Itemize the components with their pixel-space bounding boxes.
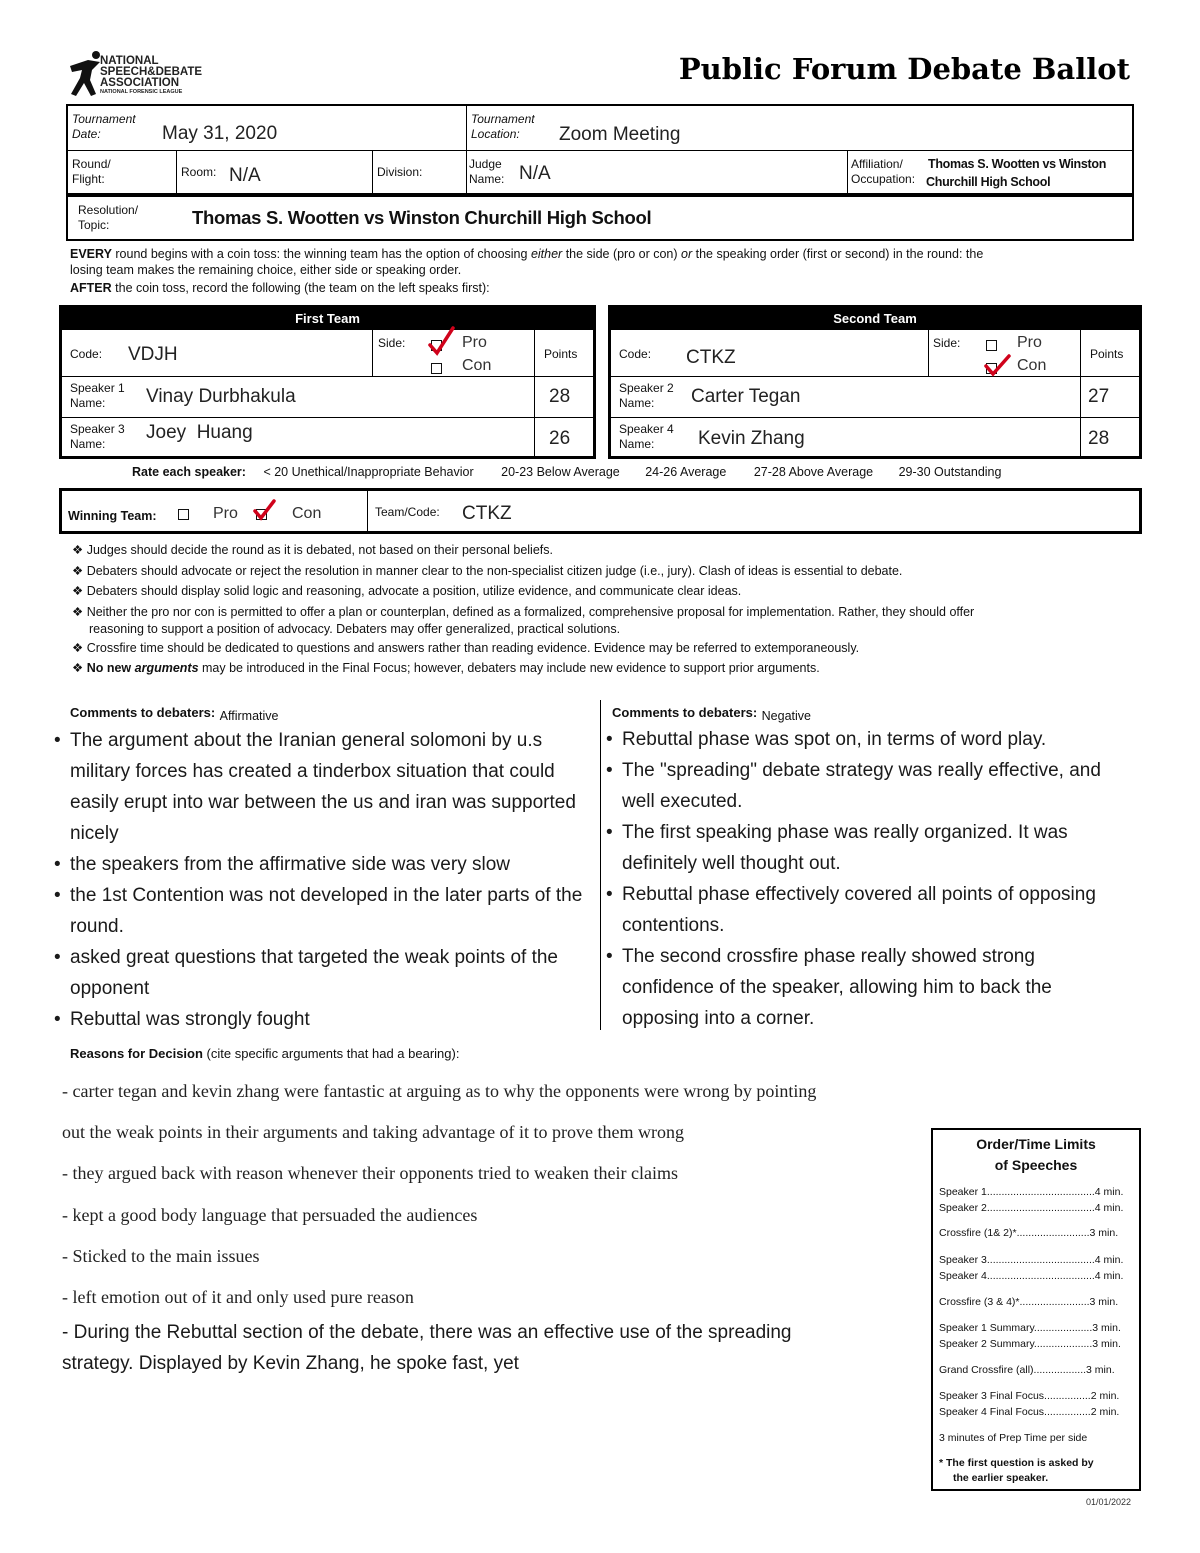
speaker-1-label: Speaker 1 — [70, 381, 125, 395]
time-row: Crossfire (3 & 4)*........................3 min. — [939, 1296, 1119, 1308]
nsda-logo — [66, 50, 216, 102]
speaker-2-label: Speaker 2 — [619, 381, 674, 395]
speaker-1-name[interactable]: Vinay Durbhakula — [146, 386, 296, 407]
first-team-side-label: Side: — [378, 336, 406, 350]
reason-line: - kept a good body language that persuaded the audiences — [62, 1205, 478, 1225]
reasons-text — [62, 1081, 932, 1320]
judge-cell — [467, 151, 848, 193]
reason-line: - carter tegan and kevin zhang were fantastic at arguing as to why the opponents were wrong by pointing — [62, 1081, 817, 1101]
rating-label: Rate each speaker: — [132, 465, 246, 479]
rating-scale-1: < 20 Unethical/Inappropriate Behavior — [263, 465, 474, 479]
rating-scale-4: 27-28 Above Average — [753, 465, 874, 479]
winner-con-label: Con — [292, 505, 322, 522]
speaker-3-points-cell — [535, 418, 593, 456]
speaker-1-name-label: Name: — [70, 396, 106, 410]
reasons-label: Reasons for Decision — [70, 1046, 203, 1061]
first-team-speaker-b-cell — [62, 418, 535, 456]
first-team-code[interactable]: VDJH — [128, 344, 178, 365]
speaker-3-points[interactable]: 26 — [549, 428, 571, 449]
team-code-label: Team/Code: — [375, 505, 440, 519]
speaker-2-points[interactable]: 27 — [1088, 386, 1110, 407]
first-team-points-label: Points — [544, 347, 578, 361]
first-team-side-cell — [373, 330, 535, 377]
logo-line-1: NATIONAL — [100, 55, 159, 67]
second-team-table — [608, 305, 1142, 459]
rating-scale — [132, 465, 1001, 479]
diamond-bullet-icon: ❖ — [72, 604, 87, 619]
judging-rules — [72, 540, 1140, 679]
time-note-2: the earlier speaker. — [953, 1472, 1049, 1484]
rating-scale-2: 20-23 Below Average — [501, 465, 620, 479]
runner-logo-icon — [66, 50, 102, 100]
judge-label: Judge — [469, 157, 502, 171]
resolution-label-2: Topic: — [78, 218, 110, 232]
speaker-4-label: Speaker 4 — [619, 422, 674, 436]
division-label: Division: — [377, 165, 423, 179]
second-team-pro-label: Pro — [1017, 334, 1042, 351]
comments-left-label: Comments to debaters: — [70, 705, 216, 720]
speaker-4-points-cell — [1081, 418, 1139, 456]
instr-text-2: the side (pro or con) — [562, 247, 682, 261]
winning-team-box — [59, 488, 1142, 534]
second-team-con-label: Con — [1017, 357, 1047, 374]
resolution-label: Resolution/ — [78, 203, 139, 217]
room-cell — [177, 151, 373, 193]
comments-right-side: Negative — [761, 709, 811, 723]
reasons-final — [62, 1317, 792, 1379]
comments-negative-list — [608, 724, 1128, 1034]
instr-line-2: losing team makes the remaining choice, either side or speaking order. — [70, 263, 462, 277]
rule-4: ❖ Neither the pro nor con is permitted to offer a plan or counterplan, defined as a formalized, comprehensive proposal for implementation. Rather, they should offer — [72, 604, 975, 619]
time-row: 3 minutes of Prep Time per side — [939, 1432, 1088, 1444]
time-row: Speaker 2.....................................4 min. — [939, 1202, 1124, 1214]
date-label: Tournament — [72, 112, 136, 126]
speaker-3-label: Speaker 3 — [70, 422, 125, 436]
speaker-3-name[interactable]: Joey Huang — [146, 422, 253, 443]
first-team-speaker-a-cell — [62, 377, 535, 418]
instr-line-3: the coin toss, record the following (the team on the left speaks first): — [111, 281, 490, 295]
comments-left-side: Affirmative — [219, 709, 279, 723]
logo-line-2: SPEECH&DEBATE — [100, 66, 203, 78]
room-value[interactable]: N/A — [229, 165, 261, 186]
reason-line: - left emotion out of it and only used pure reason — [62, 1287, 414, 1307]
rating-scale-5: 29-30 Outstanding — [898, 465, 1002, 479]
first-team-table — [59, 305, 596, 459]
speaker-2-name-label: Name: — [619, 396, 655, 410]
rule-5: ❖ Crossfire time should be dedicated to questions and answers rather than reading evidence. Evidence may be referred to extemporaneously. — [72, 640, 860, 655]
tournament-date[interactable]: May 31, 2020 — [162, 123, 278, 144]
list-item: • Rebuttal phase was spot on, in terms of word play. — [608, 724, 1128, 755]
first-team-pro-label: Pro — [462, 334, 487, 351]
list-item: • The argument about the Iranian general solomoni by u.s military forces has created a tinderbox situation that could easily erupt into war between the us and iran was supported nicely — [56, 725, 604, 849]
judge-name[interactable]: N/A — [519, 163, 551, 184]
second-team-points-header — [1081, 330, 1139, 377]
list-item: • Rebuttal was strongly fought — [56, 1004, 604, 1035]
speaker-2-name[interactable]: Carter Tegan — [691, 386, 801, 407]
location-cell — [467, 106, 1132, 151]
second-team-code-cell — [611, 330, 929, 377]
resolution-topic[interactable]: Thomas S. Wootten vs Winston Churchill High School — [192, 207, 652, 228]
tournament-location[interactable]: Zoom Meeting — [559, 124, 681, 145]
tournament-info-box — [66, 104, 1134, 195]
time-limits-title: Order/Time Limits — [976, 1136, 1096, 1152]
affiliation-value[interactable]: Thomas S. Wootten vs Winston — [928, 157, 1107, 171]
first-team-pro-check-icon — [427, 326, 457, 360]
reason-final-line: - During the Rebuttal section of the debate, there was an effective use of the spreading — [62, 1322, 792, 1343]
location-label: Tournament — [471, 112, 535, 126]
list-item: • The first speaking phase was really organized. It was definitely well thought out. — [608, 817, 1128, 879]
second-team-side-cell — [929, 330, 1081, 377]
round-cell — [68, 151, 177, 193]
instr-or: or — [681, 247, 693, 261]
comments-divider — [600, 700, 601, 1030]
time-row: Speaker 4 Final Focus................2 min. — [939, 1406, 1120, 1418]
instr-either: either — [530, 247, 563, 261]
first-team-con-label: Con — [462, 357, 492, 374]
time-row: Grand Crossfire (all)..................3 min. — [939, 1364, 1115, 1376]
time-limits-box — [931, 1128, 1141, 1491]
occupation-value[interactable]: Churchill High School — [926, 175, 1051, 189]
list-item: • The "spreading" debate strategy was really effective, and well executed. — [608, 755, 1128, 817]
time-row: Speaker 1 Summary....................3 min. — [939, 1322, 1121, 1334]
speaker-1-points[interactable]: 28 — [549, 386, 571, 407]
time-row: Speaker 3.....................................4 min. — [939, 1254, 1124, 1266]
revision-date: 01/01/2022 — [1086, 1497, 1132, 1507]
time-row: Speaker 4.....................................4 min. — [939, 1270, 1124, 1282]
first-team-con-checkbox[interactable] — [431, 363, 442, 374]
reasons-header — [70, 1046, 459, 1061]
second-team-pro-checkbox[interactable] — [986, 340, 997, 351]
speaker-4-name[interactable]: Kevin Zhang — [698, 428, 805, 449]
instr-every: EVERY — [70, 247, 112, 261]
coin-toss-instructions — [70, 246, 1136, 296]
date-label-2: Date: — [72, 127, 101, 141]
reason-final-line: strategy. Displayed by Kevin Zhang, he spoke fast, yet — [62, 1353, 519, 1374]
list-item: • asked great questions that targeted the weak points of the opponent — [56, 942, 604, 1004]
first-team-header: First Team — [62, 308, 593, 330]
time-row: Speaker 3 Final Focus................2 min. — [939, 1390, 1120, 1402]
list-item: • the 1st Contention was not developed in the later parts of the round. — [56, 880, 604, 942]
winning-team-label: Winning Team: — [68, 509, 157, 523]
first-team-points-header — [535, 330, 593, 377]
judge-label-2: Name: — [469, 172, 505, 186]
affiliation-label: Affiliation/ — [851, 157, 903, 171]
second-team-code-label: Code: — [619, 347, 652, 361]
list-item: • Rebuttal phase effectively covered all points of opposing contentions. — [608, 879, 1128, 941]
speaker-4-points[interactable]: 28 — [1088, 428, 1110, 449]
comments-negative-header — [612, 704, 811, 722]
resolution-box — [66, 195, 1134, 241]
diamond-bullet-icon: ❖ — [72, 563, 87, 578]
rule-6: ❖ No new arguments may be introduced in the Final Focus; however, debaters may include new evidence to support prior arguments. — [72, 661, 820, 675]
occupation-label: Occupation: — [851, 172, 916, 186]
logo-line-4: NATIONAL FORENSIC LEAGUE — [100, 89, 183, 95]
second-team-header: Second Team — [611, 308, 1139, 330]
diamond-bullet-icon: ❖ — [72, 543, 87, 557]
rating-scale-3: 24-26 Average — [645, 465, 727, 479]
speaker-2-points-cell — [1081, 377, 1139, 418]
room-label: Room: — [181, 165, 217, 179]
time-row: Speaker 2 Summary....................3 min. — [939, 1338, 1121, 1350]
page-title: Public Forum Debate Ballot — [678, 52, 1130, 86]
round-label-2: Flight: — [72, 172, 105, 186]
reason-line: - they argued back with reason whenever their opponents tried to weaken their claims — [62, 1163, 678, 1183]
diamond-bullet-icon: ❖ — [72, 661, 87, 675]
speaker-4-name-label: Name: — [619, 437, 655, 451]
comments-right-label: Comments to debaters: — [612, 705, 758, 720]
first-team-code-cell — [62, 330, 373, 377]
second-team-side-label: Side: — [933, 336, 961, 350]
reasons-hint: (cite specific arguments that had a bearing): — [202, 1046, 460, 1061]
list-item: • The second crossfire phase really showed strong confidence of the speaker, allowing him to back the opposing into a corner. — [608, 941, 1128, 1034]
first-team-code-label: Code: — [70, 347, 103, 361]
list-item: • the speakers from the affirmative side was very slow — [56, 849, 604, 880]
date-cell — [68, 106, 467, 151]
affiliation-cell — [848, 151, 1132, 193]
instr-text-3: the speaking order (first or second) in the round: the — [692, 247, 984, 261]
winner-pro-label: Pro — [213, 505, 238, 522]
rule-4-cont: reasoning to support a position of advocacy. Debaters may offer generalized, practical solutions. — [89, 621, 621, 636]
instr-text-1: round begins with a coin toss: the winning team has the option of choosing — [111, 247, 531, 261]
winning-team-side-cell — [62, 491, 368, 531]
reason-line: - Sticked to the main issues — [62, 1246, 260, 1266]
speaker-1-points-cell — [535, 377, 593, 418]
winner-pro-checkbox[interactable] — [178, 509, 189, 520]
reason-line: out the weak points in their arguments and taking advantage of it to prove them wrong — [62, 1122, 685, 1142]
winner-con-check-icon — [252, 499, 278, 523]
second-team-speaker-a-cell — [611, 377, 1081, 418]
division-cell — [373, 151, 467, 193]
diamond-bullet-icon: ❖ — [72, 584, 87, 598]
comments-affirmative-header — [70, 704, 278, 722]
second-team-code[interactable]: CTKZ — [686, 347, 736, 368]
time-note: * The first question is asked by — [939, 1457, 1094, 1469]
rule-2: ❖ Debaters should advocate or reject the resolution in manner clear to the non-specialist citizen judge (i.e., jury). Clash of ideas is essential to debate. — [72, 563, 903, 578]
round-label: Round/ — [72, 157, 111, 171]
second-team-speaker-b-cell — [611, 418, 1081, 456]
comments-affirmative-list — [56, 725, 604, 1035]
instr-after: AFTER — [70, 281, 112, 295]
time-limits-title-2: of Speeches — [994, 1157, 1078, 1173]
speaker-3-name-label: Name: — [70, 437, 106, 451]
winning-team-code[interactable]: CTKZ — [462, 503, 512, 524]
rule-1: ❖ Judges should decide the round as it is debated, not based on their personal beliefs. — [72, 543, 553, 557]
logo-line-3: ASSOCIATION — [100, 77, 180, 89]
diamond-bullet-icon: ❖ — [72, 640, 87, 655]
second-team-points-label: Points — [1090, 347, 1124, 361]
time-row: Speaker 1.....................................4 min. — [939, 1186, 1124, 1198]
rule-3: ❖ Debaters should display solid logic and reasoning, advocate a position, utilize evidence, and communicate clear ideas. — [72, 584, 742, 598]
location-label-2: Location: — [471, 127, 520, 141]
time-row: Crossfire (1& 2)*.........................3 min. — [939, 1227, 1119, 1239]
